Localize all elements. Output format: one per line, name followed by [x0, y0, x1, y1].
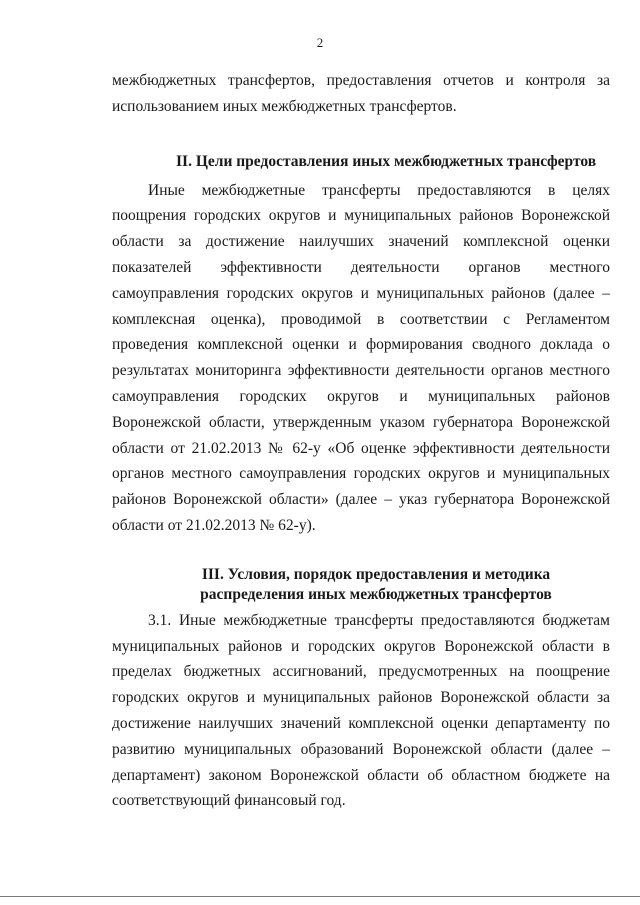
intro-paragraph: межбюджетных трансфертов, предоставления отчетов и контроля за использованием иных межбюджетных трансфертов. [112, 72, 610, 115]
section-3-heading-line-2: распределения иных межбюджетных трансфертов [200, 585, 552, 603]
section-2-paragraph: Иные межбюджетные трансферты предоставляются в целях поощрения городских округов и муниципальных районов Воронежской области за достижение наилучших значений комплексной оценки показателей эффективности деятельности органов местного самоуправления городских округов и муниципальных районов (далее – комплексная оценка), проводимой в соответствии с Регламентом проведения комплексной оценки и формирования сводного доклада о результатах мониторинга эффективности деятельности органов местного самоуправления городских округов и муниципальных районов Воронежской области, утвержденным указом губернатора Воронежской области от 21.02.2013 № 62-у «Об оценке эффективности деятельности органов местного самоуправления городских округов и муниципальных районов Воронежской области» (далее – указ губернатора Воронежской области от 21.02.2013 № 62-у). [112, 181, 610, 534]
section-3-paragraph: 3.1. Иные межбюджетные трансферты предоставляются бюджетам муниципальных районов и городских округов Воронежской области в пределах бюджетных ассигнований, предусмотренных на поощрение городских округов и муниципальных районов Воронежской области за достижение наилучших значений комплексной оценки департаменту по развитию муниципальных образований Воронежской области (далее – департамент) законом Воронежской области об областном бюджете на соответствующий финансовый год. [112, 611, 610, 810]
document-body [112, 68, 610, 814]
section-3-heading [112, 565, 610, 605]
page-bottom-divider [0, 896, 640, 897]
page-number: 2 [316, 35, 324, 50]
section-2-heading: II. Цели предоставления иных межбюджетных трансфертов [176, 152, 597, 170]
section-3-heading-line-1: III. Условия, порядок предоставления и методика [201, 565, 551, 583]
